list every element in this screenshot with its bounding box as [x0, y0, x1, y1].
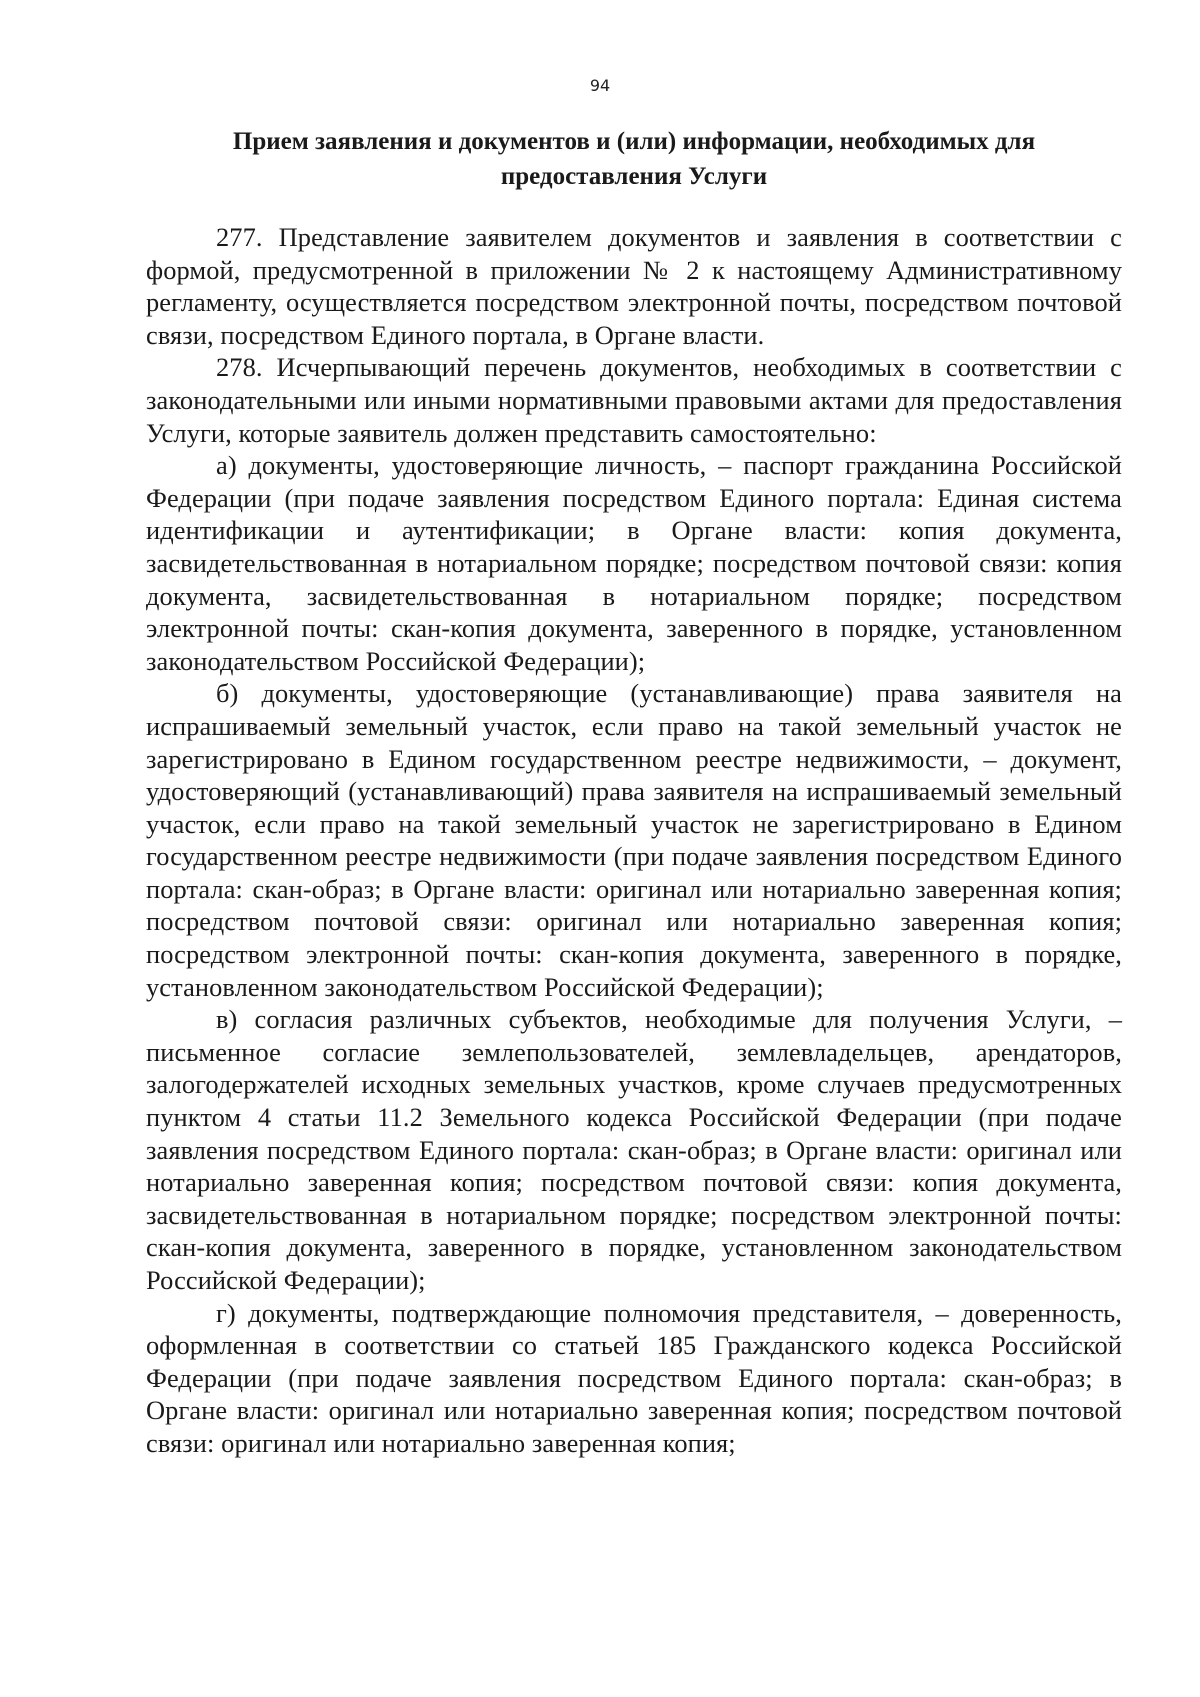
list-item-g: г) документы, подтверждающие полномочия представителя, – доверенность, оформленная в соответствии со статьей 185 Гражданского кодекса Российской Федерации (при подаче заявления посредством Единого портала: скан-образ; в Органе власти: оригинал или нотариально заверенная копия; посредством почтовой связи: оригинал или нотариально заверенная копия; [146, 1297, 1122, 1458]
list-item-b: б) документы, удостоверяющие (устанавливающие) права заявителя на испрашиваемый земельный участок, если право на такой земельный участок не зарегистрировано в Едином государственном реестре недвижимости, – документ, удостоверяющий (устанавливающий) права заявителя на испрашиваемый земельный участок, если право на такой земельный участок не зарегистрировано в Едином государственном реестре недвижимости (при подаче заявления посредством Единого портала: скан-образ; в Органе власти: оригинал или нотариально заверенная копия; посредством почтовой связи: оригинал или нотариально заверенная копия; посредством электронной почты: скан-копия документа, заверенного в порядке, установленном законодательством Российской Федерации); [146, 678, 1122, 1002]
document-body [146, 221, 1122, 1460]
page-number: 94 [589, 76, 611, 95]
paragraph-278: 278. Исчерпывающий перечень документов, необходимых в соответствии с законодательными или иными нормативными правовыми актами для предоставления Услуги, которые заявитель должен представить самостоятельно: [146, 352, 1122, 448]
list-item-a: а) документы, удостоверяющие личность, – паспорт гражданина Российской Федерации (при подаче заявления посредством Единого портала: Единая система идентификации и аутентификации; в Органе власти: копия документа, засвидетельствованная в нотариальном порядке; посредством почтовой связи: копия документа, засвидетельствованная в нотариальном порядке; посредством электронной почты: скан-копия документа, заверенного в порядке, установленном законодательством Российской Федерации); [146, 450, 1122, 676]
paragraph-277: 277. Представление заявителем документов и заявления в соответствии с формой, предусмотренной в приложении № 2 к настоящему Административному регламенту, осуществляется посредством электронной почты, посредством почтовой связи, посредством Единого портала, в Органе власти. [146, 222, 1122, 350]
list-item-v: в) согласия различных субъектов, необходимые для получения Услуги, – письменное согласие землепользователей, землевладельцев, арендаторов, залогодержателей исходных земельных участков, кроме случаев предусмотренных пунктом 4 статьи 11.2 Земельного кодекса Российской Федерации (при подаче заявления посредством Единого портала: скан-образ; в Органе власти: оригинал или нотариально заверенная копия; посредством почтовой связи: копия документа, засвидетельствованная в нотариальном порядке; посредством электронной почты: скан-копия документа, заверенного в порядке, установленном законодательством Российской Федерации); [146, 1004, 1122, 1295]
section-heading: Прием заявления и документов и (или) информации, необходимых для предоставления Услуги [232, 128, 1036, 190]
